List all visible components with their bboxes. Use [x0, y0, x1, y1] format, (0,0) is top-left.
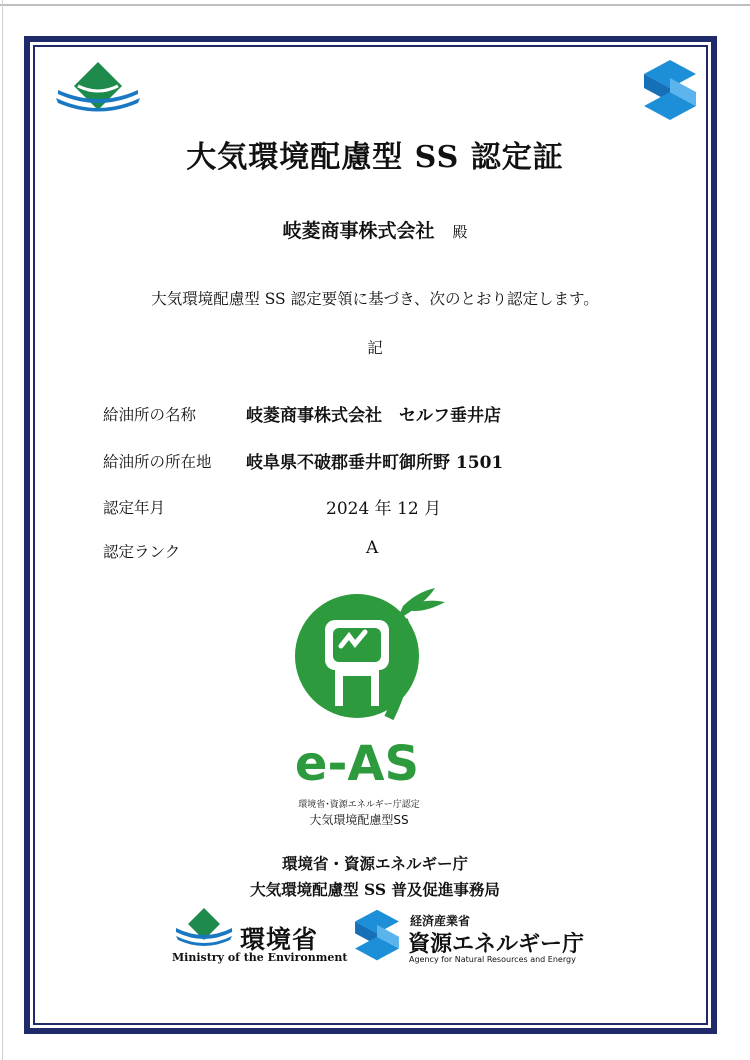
- eas-logo-text: e-AS: [294, 736, 420, 790]
- anre-emblem-icon: [642, 58, 698, 122]
- eas-caption: 大気環境配慮型SS: [309, 813, 409, 827]
- issuer-line-2: 大気環境配慮型 SS 普及促進事務局: [250, 880, 500, 899]
- scan-edge-top: [0, 4, 750, 6]
- intro-text: 大気環境配慮型 SS 認定要領に基づき、次のとおり認定します。: [151, 290, 599, 308]
- field-label-cert-rank: 認定ランク: [103, 543, 181, 561]
- field-value-cert-date: 2024 年 12 月: [326, 499, 442, 519]
- field-label-cert-date: 認定年月: [103, 499, 166, 517]
- issuer-line-1: 環境省・資源エネルギー庁: [281, 854, 468, 873]
- moe-footer-logo-icon: [172, 906, 236, 950]
- field-value-cert-rank: A: [366, 538, 379, 558]
- anre-footer-logo-icon: [351, 908, 403, 962]
- moe-footer-name: 環境省: [240, 925, 319, 954]
- honorific: 殿: [452, 223, 468, 241]
- field-label-station-address: 給油所の所在地: [103, 453, 212, 471]
- recipient-line: [0, 216, 750, 243]
- certificate-title: 大気環境配慮型 SS 認定証: [186, 140, 564, 175]
- field-value-station-name: 岐菱商事株式会社 セルフ垂井店: [246, 406, 501, 426]
- eas-mark-icon: [285, 580, 465, 790]
- recipient-name: 岐菱商事株式会社: [282, 220, 435, 242]
- anre-footer-name: 資源エネルギー庁: [408, 932, 585, 957]
- field-value-station-address: 岐阜県不破郡垂井町御所野 1501: [246, 453, 504, 473]
- anre-footer-english: Agency for Natural Resources and Energy: [409, 955, 576, 964]
- ki-marker: 記: [367, 339, 383, 357]
- field-label-station-name: 給油所の名称: [103, 406, 197, 424]
- moe-emblem-icon: [52, 60, 144, 122]
- eas-small-caption: 環境省･資源エネルギー庁認定: [298, 800, 420, 810]
- moe-footer-english: Ministry of the Environment: [172, 951, 348, 964]
- anre-footer-ministry: 経済産業省: [410, 914, 471, 928]
